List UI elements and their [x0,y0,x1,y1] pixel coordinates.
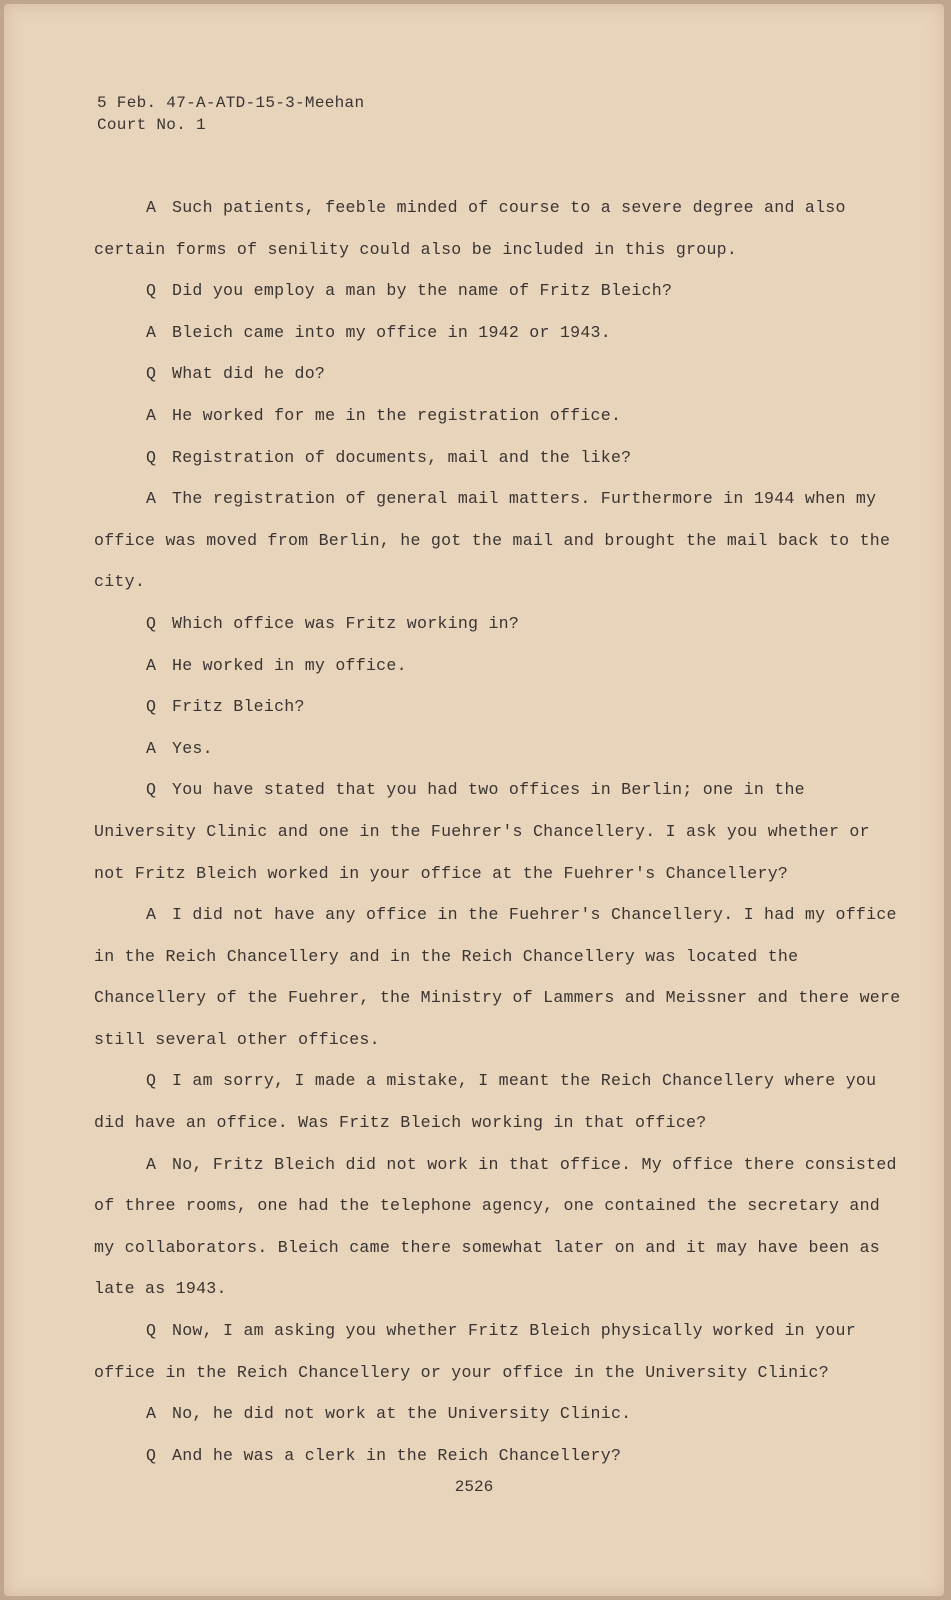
speaker-label: Q [146,613,157,633]
exchange-text: He worked for me in the registration office. [172,405,622,425]
exchange-text: Did you employ a man by the name of Fritz Bleich? [172,281,673,301]
exchange-text: I did not have any office in the Fuehrer's Chancellery. I had my office in the Reich Chancellery and in the Reich Chancellery was located the Chancellery of the Fuehrer, the Ministry of Lammers and Meissner and there were still several other offices. [94,905,901,1049]
exchange [94,312,904,354]
court-number: Court No. 1 [97,116,206,134]
exchange-text: Such patients, feeble minded of course to a severe degree and also certain forms of senility could also be included in this group. [94,198,846,259]
speaker-label: Q [146,281,157,301]
speaker-label: A [146,322,157,342]
exchange-text: Bleich came into my office in 1942 or 1943. [172,322,611,342]
speaker-label: Q [146,1445,157,1465]
exchange [94,728,904,770]
exchange [94,437,904,479]
exchange-text: Registration of documents, mail and the like? [172,447,632,467]
exchange [94,1144,904,1310]
transcript-body [94,187,904,1476]
exchange-text: You have stated that you had two offices in Berlin; one in the University Clinic and one in the Fuehrer's Chancellery. I ask you whether or not Fritz Bleich worked in your office at the Fuehrer's Chancellery? [94,780,870,883]
speaker-label: A [146,905,157,925]
exchange [94,1310,904,1393]
exchange [94,1060,904,1143]
exchange-text: I am sorry, I made a mistake, I meant the Reich Chancellery where you did have an office. Was Fritz Bleich working in that office? [94,1071,877,1133]
document-header [97,92,364,136]
exchange [94,395,904,437]
speaker-label: Q [146,364,157,384]
speaker-label: A [146,1404,157,1424]
speaker-label: Q [146,447,157,467]
exchange-text: And he was a clerk in the Reich Chancellery? [172,1445,622,1465]
exchange-text: Yes. [172,738,213,758]
exchange [94,769,904,894]
speaker-label: A [146,405,157,425]
speaker-label: Q [146,1071,157,1091]
exchange [94,686,904,728]
speaker-label: A [146,489,157,509]
exchange [94,1393,904,1435]
exchange [94,478,904,603]
page-number: 2526 [454,1478,494,1496]
exchange-text: Fritz Bleich? [172,697,305,717]
speaker-label: A [146,198,157,217]
exchange-text: No, he did not work at the University Clinic. [172,1404,632,1424]
speaker-label: Q [146,697,157,717]
speaker-label: Q [146,780,157,800]
transcript-reference: 5 Feb. 47-A-ATD-15-3-Meehan [97,94,365,112]
exchange-text: Which office was Fritz working in? [172,613,520,633]
exchange [94,1435,904,1477]
speaker-label: A [146,655,157,675]
exchange [94,894,904,1060]
speaker-label: A [146,738,157,758]
exchange [94,645,904,687]
speaker-label: Q [146,1321,157,1341]
exchange [94,187,904,270]
exchange [94,270,904,312]
exchange-text: Now, I am asking you whether Fritz Bleich physically worked in your office in the Reich Chancellery or your office in the University Clinic? [94,1321,856,1382]
document-page [4,4,944,1596]
exchange-text: No, Fritz Bleich did not work in that office. My office there consisted of three rooms, one had the telephone agency, one contained the secretary and my collaborators. Bleich came there somewhat later on and it may have been as late as 1943. [94,1154,897,1299]
exchange [94,353,904,395]
exchange-text: He worked in my office. [172,655,407,675]
speaker-label: A [146,1154,157,1174]
exchange [94,603,904,645]
exchange-text: The registration of general mail matters. Furthermore in 1944 when my office was moved from Berlin, he got the mail and brought the mail back to the city. [94,489,891,592]
exchange-text: What did he do? [172,364,326,384]
